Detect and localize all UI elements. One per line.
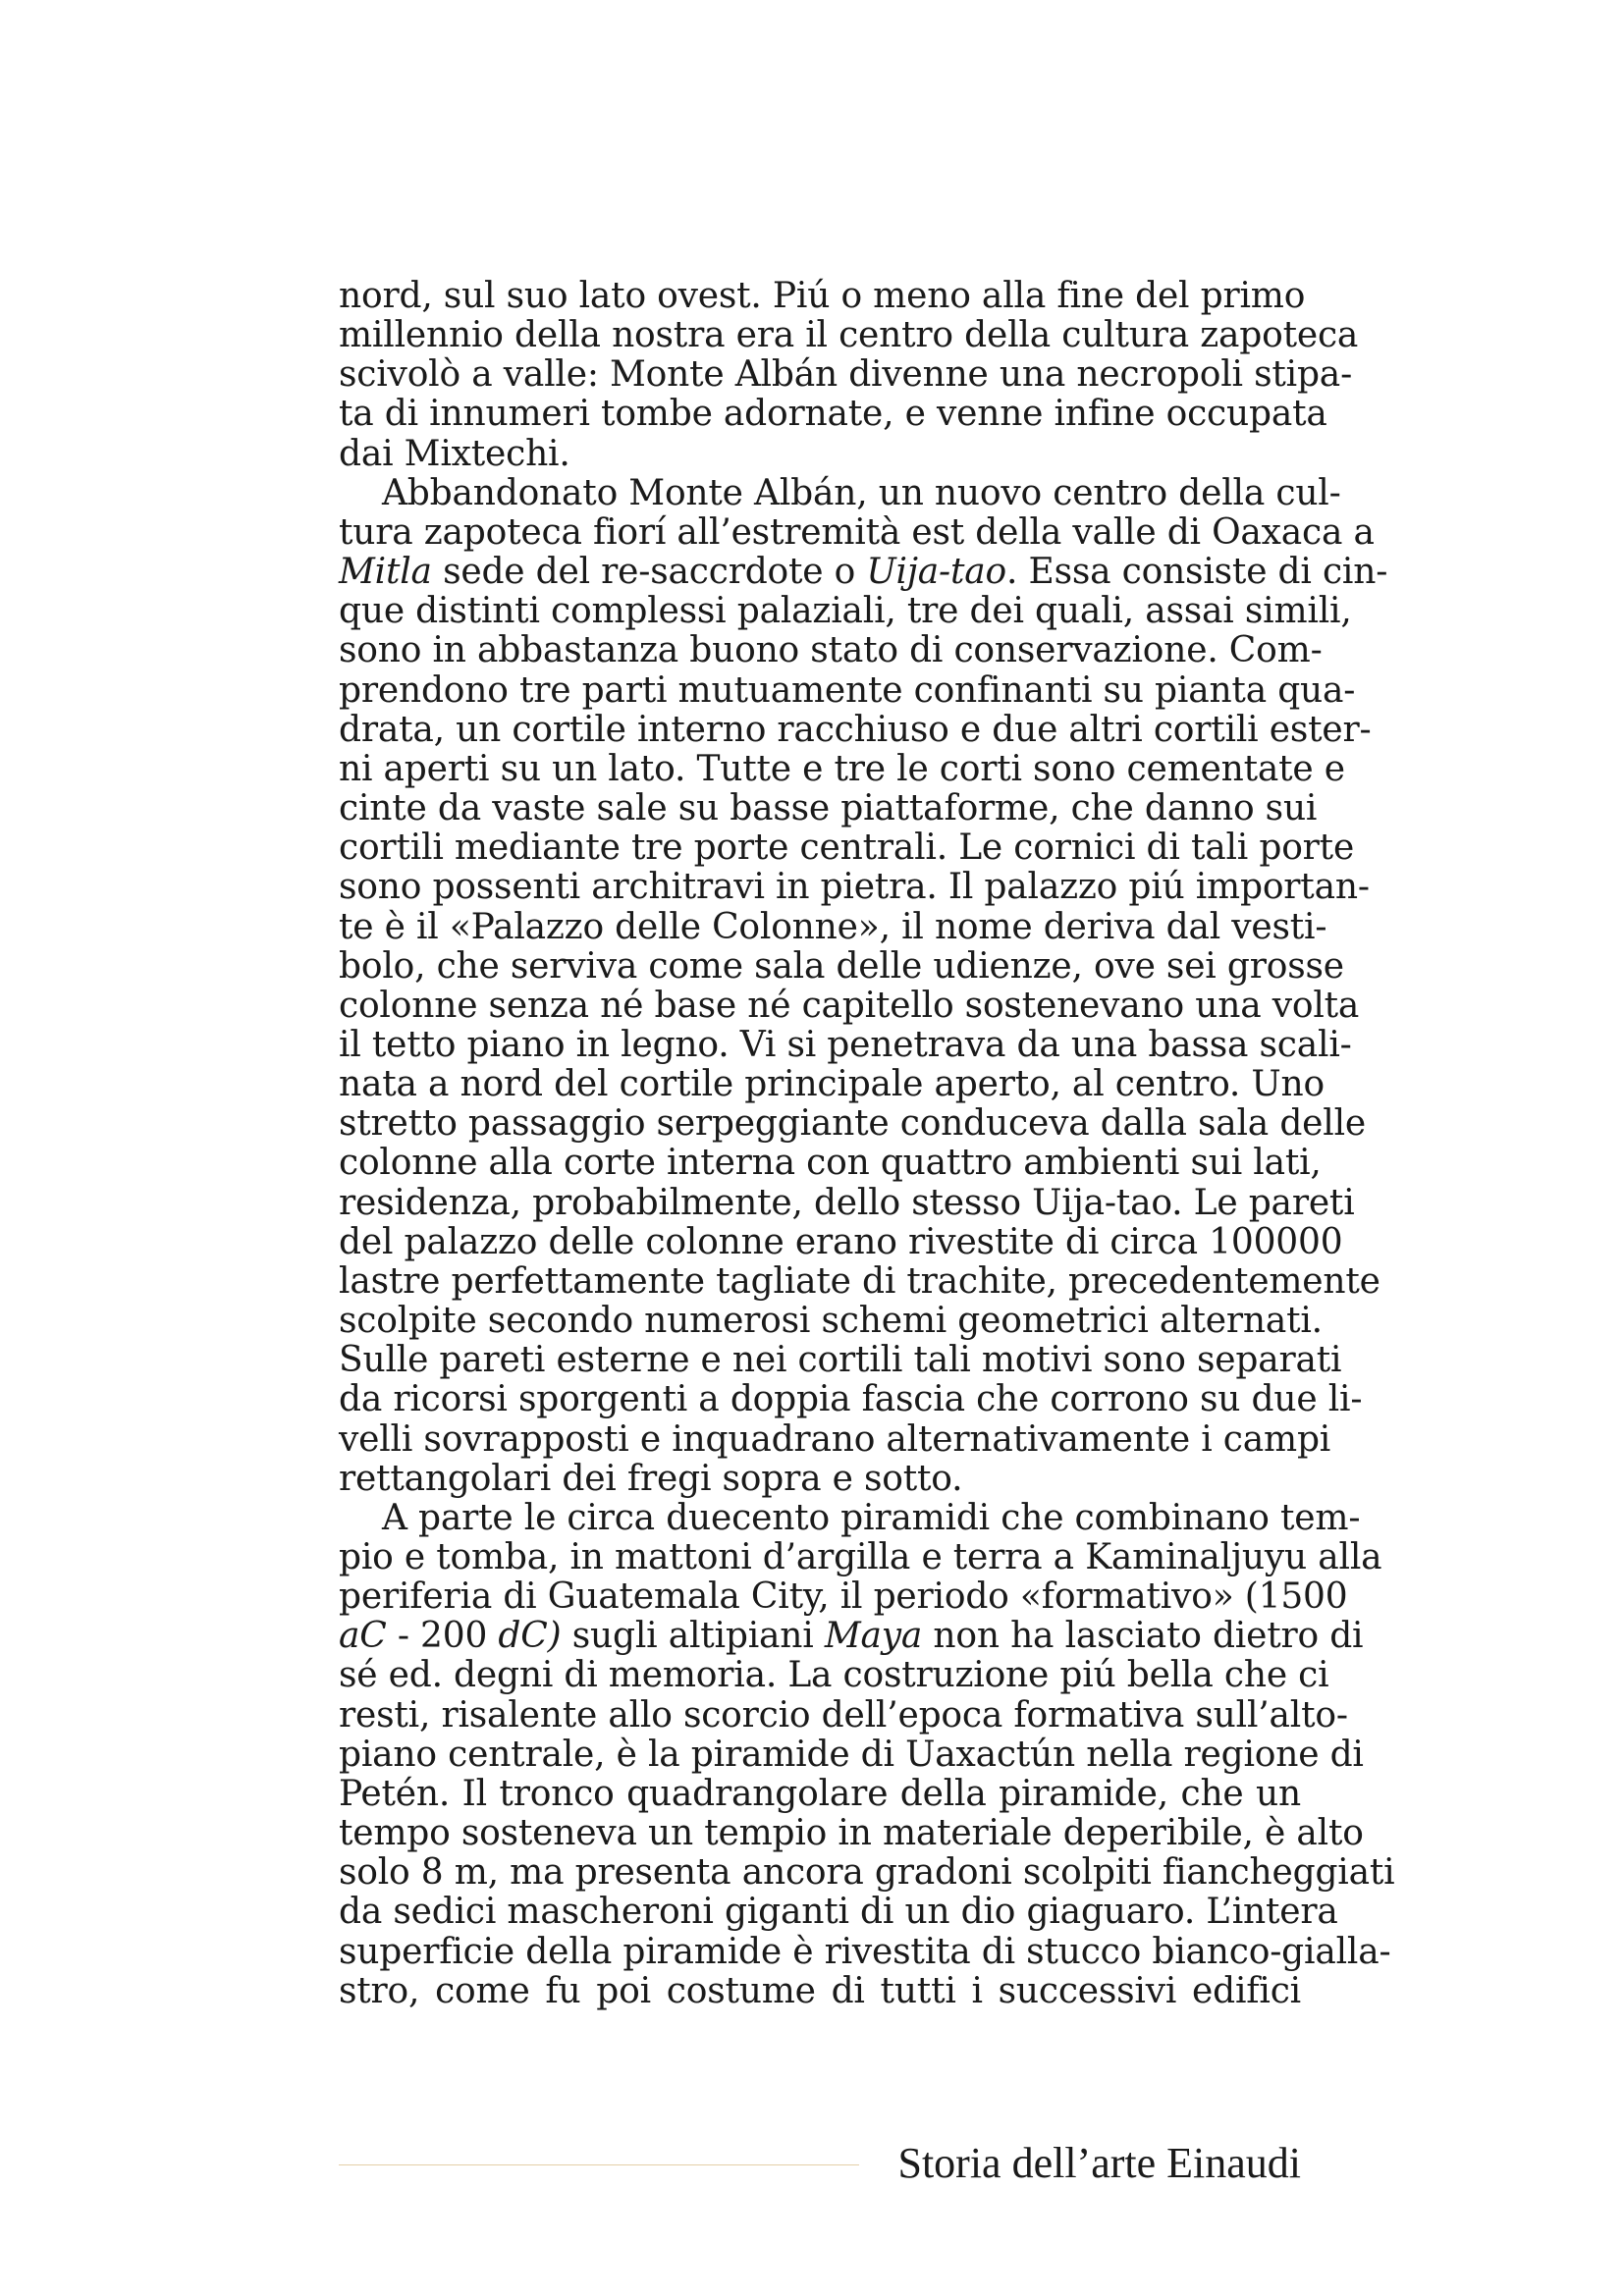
text-span: scolpite secondo numerosi schemi geometrici alternati.: [339, 1301, 1323, 1342]
text-span: stretto passaggio serpeggiante conduceva dalla sala delle: [339, 1103, 1366, 1145]
text-line: [339, 906, 1327, 947]
text-line: [339, 1103, 1366, 1145]
text-line: [339, 1182, 1355, 1223]
text-span: non ha lasciato dietro di: [922, 1616, 1364, 1657]
text-line: [339, 472, 1341, 513]
italic-span: aC: [339, 1616, 387, 1657]
text-line: [339, 1576, 1348, 1618]
text-line: [339, 1734, 1364, 1775]
text-span: nata a nord del cortile principale aperto, al centro. Uno: [339, 1064, 1325, 1105]
text-line: [339, 1024, 1352, 1065]
text-span: da ricorsi sporgenti a doppia fascia che corrono su due li-: [339, 1379, 1363, 1420]
text-line: [339, 276, 1306, 316]
text-span: piano centrale, è la piramide di Uaxactún nella regione di: [339, 1734, 1364, 1775]
text-span: superficie della piramide è rivestita di stucco bianco-gialla-: [339, 1931, 1391, 1972]
text-span: sé ed. degni di memoria. La costruzione piú bella che ci: [339, 1655, 1329, 1696]
text-line: [339, 552, 1388, 593]
text-span: prendono tre parti mutuamente confinanti su pianta qua-: [339, 669, 1356, 711]
text-span: scivolò a valle: Monte Albán divenne una necropoli stipa-: [339, 354, 1353, 396]
text-span: te è il «Palazzo delle Colonne», il nome deriva dal vesti-: [339, 906, 1327, 947]
italic-span: Uija-tao: [866, 552, 1007, 593]
text-line: [339, 1260, 1380, 1302]
text-line: [339, 1616, 1364, 1657]
text-line: [339, 1775, 1301, 1814]
text-span: . Essa consiste di cin-: [1006, 552, 1388, 593]
text-span: lastre perfettamente tagliate di trachite, precedentemente: [339, 1260, 1380, 1302]
text-line: [339, 1972, 1301, 2011]
text-line: [339, 709, 1372, 750]
text-span: solo 8 m, ma presenta ancora gradoni scolpiti fiancheggiati: [339, 1852, 1395, 1894]
text-span: ni aperti su un lato. Tutte e tre le corti sono cementate e: [339, 748, 1345, 789]
text-line: [339, 1418, 1331, 1460]
footer-rule: [339, 2164, 859, 2165]
text-line: [339, 1460, 1301, 1499]
text-span: velli sovrapposti e inquadrano alternativamente i campi: [339, 1418, 1331, 1460]
text-line: [339, 1379, 1363, 1420]
text-line: [339, 945, 1344, 987]
text-span: cortili mediante tre porte centrali. Le cornici di tali porte: [339, 828, 1355, 869]
text-span: millennio della nostra era il centro della cultura zapoteca: [339, 315, 1359, 356]
text-span: ta di innumeri tombe adornate, e venne infine occupata: [339, 394, 1327, 435]
text-span: sono in abbastanza buono stato di conservazione. Com-: [339, 630, 1323, 671]
text-span: nord, sul suo lato ovest. Piú o meno alla fine del primo: [339, 276, 1306, 316]
text-span: - 200: [386, 1616, 499, 1657]
text-span: sugli altipiani: [561, 1616, 825, 1657]
text-line: [339, 1655, 1329, 1696]
text-span: dai Mixtechi.: [339, 433, 570, 474]
text-line: [339, 669, 1356, 711]
text-span: da sedici mascheroni giganti di un dio giaguaro. L’intera: [339, 1892, 1338, 1933]
text-line: [339, 315, 1359, 356]
italic-span: Maya: [824, 1616, 923, 1657]
text-line: [339, 1301, 1323, 1342]
text-span: A parte le circa duecento piramidi che combinano tem-: [382, 1497, 1361, 1538]
text-line: [339, 867, 1370, 908]
text-line: [339, 1931, 1391, 1972]
text-line: [339, 394, 1327, 435]
body-text: [339, 276, 1395, 2011]
text-line: [339, 1892, 1338, 1933]
text-line: [339, 1537, 1382, 1577]
text-line: [339, 1064, 1325, 1105]
text-line: [339, 788, 1318, 829]
text-line: [339, 435, 1301, 474]
text-span: sono possenti architravi in pietra. Il palazzo piú importan-: [339, 867, 1370, 908]
footer-title: Storia dell’arte Einaudi: [897, 2139, 1301, 2187]
text-span: rettangolari dei fregi sopra e sotto.: [339, 1458, 963, 1499]
text-span: il tetto piano in legno. Vi si penetrava da una bassa scali-: [339, 1024, 1352, 1065]
text-line: [339, 985, 1360, 1026]
text-span: periferia di Guatemala City, il periodo «formativo» (1500: [339, 1576, 1348, 1618]
text-line: [339, 1143, 1322, 1184]
text-span: sede del re-saccrdote o: [431, 552, 867, 593]
text-span: colonne senza né base né capitello sostenevano una volta: [339, 985, 1360, 1026]
text-line: [339, 591, 1352, 632]
italic-span: dC): [498, 1616, 562, 1657]
text-line: [339, 1813, 1364, 1854]
text-span: que distinti complessi palaziali, tre dei quali, assai simili,: [339, 591, 1352, 632]
text-span: bolo, che serviva come sala delle udienze, ove sei grosse: [339, 945, 1344, 987]
text-span: residenza, probabilmente, dello stesso Uija-tao. Le pareti: [339, 1182, 1355, 1223]
text-line: [339, 511, 1375, 553]
text-span: tura zapoteca fiorí all’estremità est della valle di Oaxaca a: [339, 511, 1375, 553]
text-span: Abbandonato Monte Albán, un nuovo centro della cul-: [382, 472, 1341, 513]
text-line: [339, 1340, 1342, 1381]
italic-span: Mitla: [339, 552, 432, 593]
text-line: [339, 748, 1345, 789]
text-span: resti, risalente allo scorcio dell’epoca formativa sull’alto-: [339, 1694, 1348, 1735]
text-span: Petén. Il tronco quadrangolare della piramide, che un: [339, 1773, 1301, 1814]
text-span: cinte da vaste sale su basse piattaforme, che danno sui: [339, 788, 1318, 829]
text-line: [339, 1694, 1348, 1735]
text-span: tempo sosteneva un tempio in materiale deperibile, è alto: [339, 1813, 1364, 1854]
text-span: stro, come fu poi costume di tutti i successivi edifici: [339, 1970, 1301, 2011]
text-span: Sulle pareti esterne e nei cortili tali motivi sono separati: [339, 1340, 1342, 1381]
text-line: [339, 1221, 1343, 1262]
text-span: colonne alla corte interna con quattro ambienti sui lati,: [339, 1143, 1322, 1184]
text-line: [339, 828, 1355, 869]
text-line: [339, 1852, 1395, 1894]
text-span: drata, un cortile interno racchiuso e due altri cortili ester-: [339, 709, 1372, 750]
text-line: [339, 1497, 1361, 1538]
text-span: pio e tomba, in mattoni d’argilla e terra a Kaminaljuyu alla: [339, 1537, 1382, 1577]
text-line: [339, 630, 1323, 671]
text-line: [339, 354, 1353, 396]
text-span: del palazzo delle colonne erano rivestite di circa 100000: [339, 1221, 1343, 1262]
